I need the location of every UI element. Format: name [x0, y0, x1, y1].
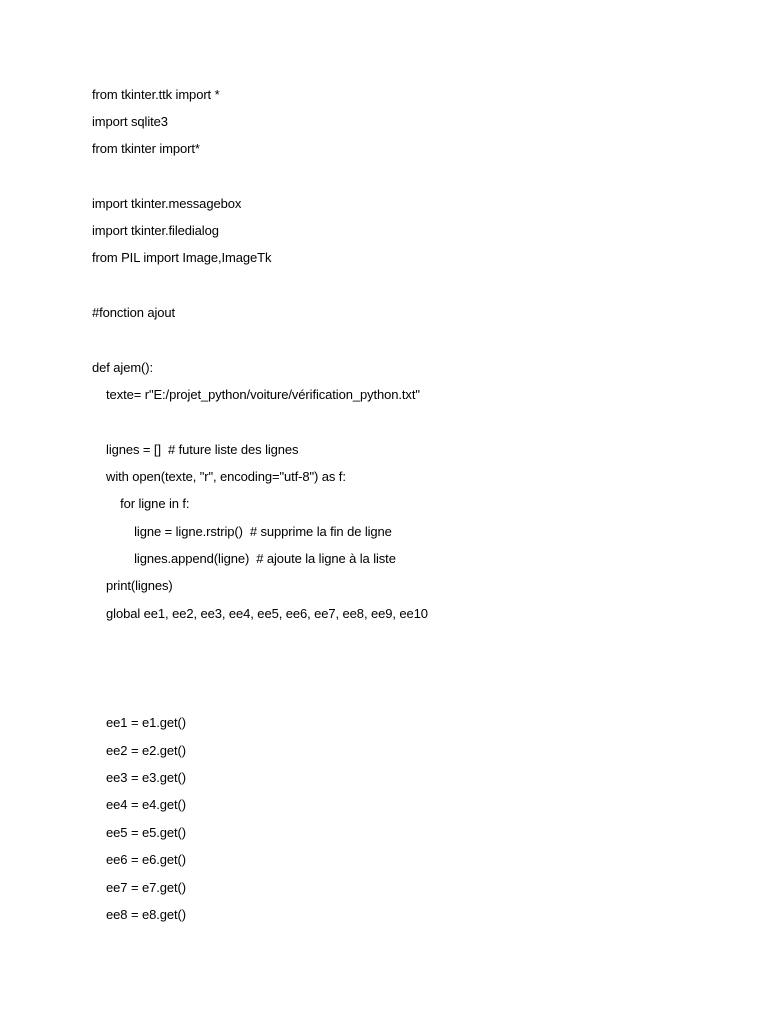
- code-comment: #fonction ajout: [92, 305, 176, 320]
- code-line-4: import tkinter.messagebox: [92, 196, 242, 211]
- code-line-11: with open(texte, "r", encoding="utf-8") as f:: [92, 469, 346, 484]
- code-line-24: ee8 = e8.get(): [92, 907, 186, 922]
- code-line-15: print(lignes): [92, 578, 173, 593]
- code-line-19: ee3 = e3.get(): [92, 770, 186, 785]
- code-line-12: for ligne in f:: [92, 496, 190, 511]
- code-line-9: texte= r"E:/projet_python/voiture/vérification_python.txt": [92, 387, 420, 402]
- code-line-23: ee7 = e7.get(): [92, 880, 186, 895]
- code-line-1: from tkinter.ttk import *: [92, 87, 220, 102]
- code-line-20: ee4 = e4.get(): [92, 797, 186, 812]
- code-line-21: ee5 = e5.get(): [92, 825, 186, 840]
- code-line-6: from PIL import Image,ImageTk: [92, 250, 272, 265]
- code-line-5: import tkinter.filedialog: [92, 223, 219, 238]
- code-line-17: ee1 = e1.get(): [92, 715, 186, 730]
- code-line-16: global ee1, ee2, ee3, ee4, ee5, ee6, ee7, ee8, ee9, ee10: [92, 606, 428, 621]
- code-line-3: from tkinter import*: [92, 141, 200, 156]
- code-line-18: ee2 = e2.get(): [92, 743, 186, 758]
- code-line-14: lignes.append(ligne) # ajoute la ligne à la liste: [92, 551, 396, 566]
- code-line-2: import sqlite3: [92, 114, 168, 129]
- code-line-10: lignes = [] # future liste des lignes: [92, 442, 299, 457]
- code-line-def: def ajem():: [92, 360, 154, 375]
- code-line-22: ee6 = e6.get(): [92, 852, 186, 867]
- code-line-13: ligne = ligne.rstrip() # supprime la fin de ligne: [92, 524, 392, 539]
